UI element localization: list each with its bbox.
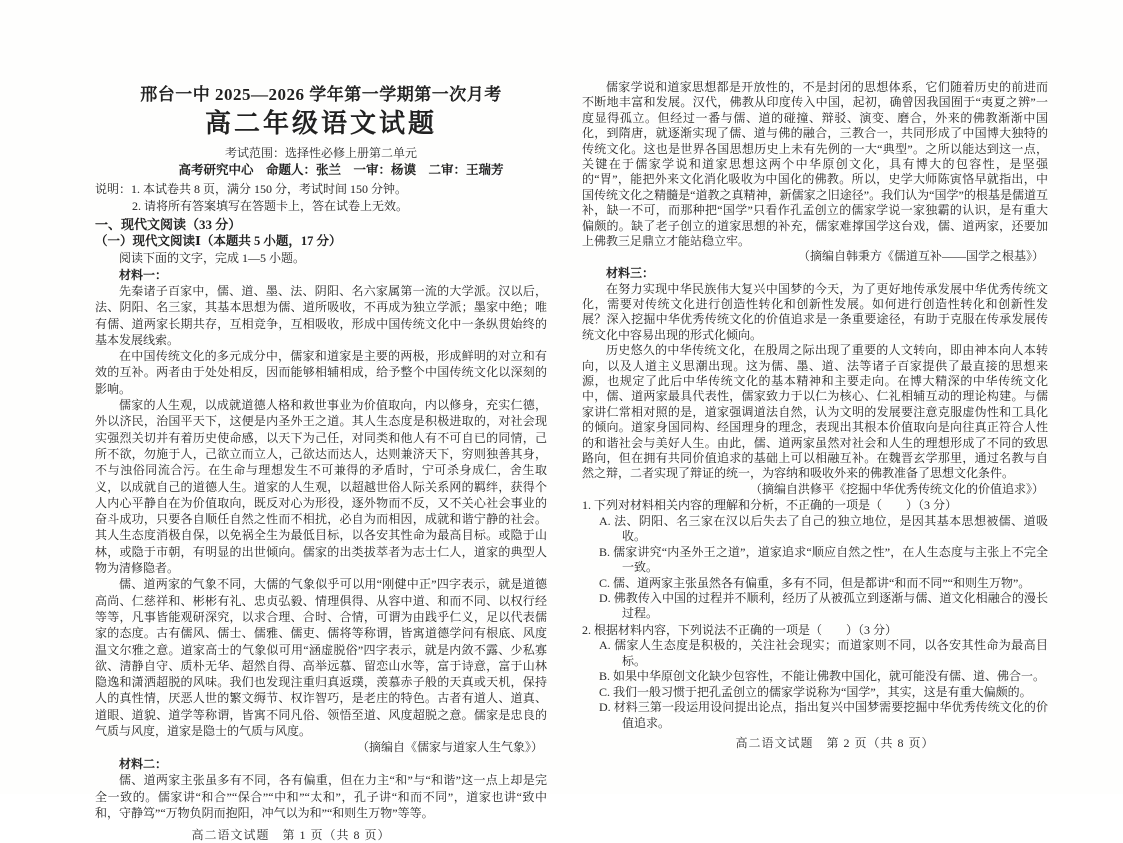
reading-intro: 阅读下面的文字，完成 1—5 小题。 — [119, 251, 306, 265]
note-1: 1. 本试卷共 8 页，满分 150 分，考试时间 150 分钟。 — [131, 182, 408, 196]
question-2-option-d: D. 材料三第一段运用设问提出论点，指出复兴中国梦需要挖掘中华优秀传统文化的价值追求。 — [599, 700, 1048, 730]
material1-source: （摘编自《儒家与道家人生气象》） — [356, 740, 543, 755]
notes-label: 说明： — [95, 182, 132, 196]
question-1-stem: 1. 下列对材料相关内容的理解和分析，不正确的一项是（ ）（3 分） — [582, 498, 958, 513]
material1-paragraph-3: 儒家的人生观，以成就道德人格和救世事业为价值取向，内以修身，充实仁德，外以济民，治国平天下，这便是内圣外王之道。其人生态度是积极进取的，对社会现实强烈关切并有着历史使命感，以天下为己任，对同类和他人有不可自已的同情，己所不欲，勿施于人，己欲立而立人，己欲达而达人，达则兼济天下，穷则独善其身，不与浊俗同流合污。在生命与理想发生不可兼得的矛盾时，宁可杀身成仁，舍生取义，以成就自己的道德人生。道家的人生观，以超越世俗人际关系网的羁绊，获得个人内心平静自在为价值取向，既反对心为形役，逐外物而不反，又不关心社会事业的奋斗成功，只要各自顺任自然之性而不相扰，必自为而相因，成就和谐宁静的社会。其人生态度消极自保，以免祸全生为最低目标，以各安其性命为最高目标。或隐于山林，或隐于市朝，有明显的出世倾向。儒家的出类拔萃者为志士仁人，道家的典型人物为清修隐者。 — [95, 398, 547, 576]
material2-paragraph: 儒、道两家主张虽多有不同，各有偏重，但在力主“和”与“和谐”这一点上却是完全一致的。儒家讲“和合”“保合”“中和”“太和”，孔子讲“和而不同”，道家也讲“致中和，守静笃”“万物负阴而抱阳，冲气以为和”“和则生万物”等等。 — [95, 773, 547, 820]
question-2 — [582, 623, 1048, 731]
question-1-option-d: D. 佛教传入中国的过程并不顺利，经历了从被孤立到逐渐与儒、道文化相融合的漫长过程。 — [599, 591, 1048, 621]
note-row-1 — [95, 181, 547, 198]
note-row-2 — [95, 198, 547, 215]
material3-source: （摘编自洪修平《挖掘中华优秀传统文化的价值追求》） — [749, 481, 1044, 496]
material1-paragraph-2: 在中国传统文化的多元成分中，儒家和道家是主要的两极，形成鲜明的对立和有效的互补。两者由于处处相反，因而能够相辅相成，给予整个中国传统文化以深刻的影响。 — [95, 349, 547, 396]
note-2: 2. 请将所有答案填写在答题卡上，答在试卷上无效。 — [132, 198, 409, 213]
material1-label: 材料一： — [119, 267, 168, 282]
question-1 — [582, 498, 1048, 621]
material3-paragraph-2: 历史悠久的中华传统文化，在殷周之际出现了重要的人文转向，即由神本向人本转向，以及人道主义思潮出现。这为儒、墨、道、法等诸子百家提供了最直接的思想来源，也规定了此后中华传统文化的基本精神和主要走向。在博大精深的中华传统文化中，儒、道两家最具代表性，儒家致力于以仁为核心、仁礼相辅互动的理论构建。与儒家讲仁常相对照的是，道家强调道法自然，认为文明的发展要注意克服虚伪性和工具化的倾向。道家身国同构、经国理身的理念，表现出其根本价值取向是向往真正符合人性的和谐社会与美好人生。由此，儒、道两家虽然对社会和人生的理想形成了不同的致思路向，但在拥有共同价值追求的基础上可以相融互补。在魏晋玄学那里，通过名教与自然之辩，二者实现了辩证的统一，为容纳和吸收外来的佛教准备了思想文化条件。 — [582, 343, 1048, 481]
question-1-option-b: B. 儒家讲究“内圣外王之道”，道家追求“顺应自然之性”，在人生态度与主张上不完全一致。 — [599, 544, 1048, 575]
exam-scope: 考试范围：选择性必修上册第二单元 — [224, 146, 417, 160]
exam-title-line1: 邢台一中 2025—2026 学年第一学期第一次月考 — [140, 85, 502, 104]
exam-page-1 — [95, 84, 547, 843]
material2-label: 材料二： — [119, 756, 168, 771]
exam-page-2 — [582, 80, 1048, 751]
exam-committee: 高考研究中心 命题人：张兰 一审：杨谟 二审：王瑞芳 — [178, 163, 504, 177]
material2-source: （摘编自韩秉方《儒道互补——国学之根基》） — [797, 249, 1044, 264]
question-1-option-c: C. 儒、道两家主张虽然各有偏重，多有不同，但是都讲“和而不同”“和则生万物”。 — [599, 575, 1031, 590]
section-heading-modern-reading: 一、现代文阅读（33 分） — [95, 217, 242, 232]
exam-title-line2: 高二年级语文试题 — [204, 109, 437, 138]
exam-notes — [95, 181, 547, 214]
question-2-option-b: B. 如果中华原创文化缺少包容性，不能让佛教中国化，就可能没有儒、道、佛合一。 — [599, 669, 1046, 684]
question-1-option-a: A. 法、阴阳、名三家在汉以后失去了自己的独立地位，是因其基本思想被儒、道吸收。 — [599, 514, 1048, 544]
material1-paragraph-1: 先秦诸子百家中，儒、道、墨、法、阴阳、名六家属第一流的大学派。汉以后，法、阴阳、名三家，其基本思想为儒、道所吸收，不再成为独立学派；墨家中绝；唯有儒、道两家长期共存，互相竞争，互相吸收，形成中国传统文化中一条纵贯始终的基本发展线索。 — [95, 284, 547, 347]
question-2-option-a: A. 儒家人生态度是积极的，关注社会现实；而道家则不同，以各安其性命为最高目标。 — [599, 638, 1048, 668]
page1-footer: 高二语文试题 第 1 页（共 8 页） — [191, 828, 391, 843]
subsection-heading-reading-1: （一）现代文阅读Ⅰ（本题共 5 小题，17 分） — [95, 234, 342, 248]
material1-paragraph-4: 儒、道两家的气象不同，大儒的气象似乎可以用“刚健中正”四字表示，就是道德高尚、仁慈祥和、彬彬有礼、忠贞弘毅、情理俱得、从容中道、和而不同、以权行经等等，凡事皆能观研深究，以求合理、合时、合情，可谓为由践乎仁义，足以代表儒家的态度。古有儒风、儒士、儒雅、儒吏、儒将等称谓，皆寓道德学问有根底、风度温文尔雅之意。道家高士的气象似可用“涵虚脱俗”四字表示，就是内敛不露、少私寡欲、清静自守、质朴无华、超然自得、高举远慕、留恋山水等，富于诗意，富于山林隐逸和潇洒超脱的风味。我们也发现注重归真返璞，羡慕赤子般的天真或天机，保持人的真性情，厌恶人世的繁文缛节、权诈智巧，是老庄的特色。古者有道人、道真、道眼、道貌、道学等称谓，皆寓不同凡俗、领悟至道、风度超脱之意。儒家是忠良的气质与风度，道家是隐士的气质与风度。 — [95, 577, 547, 739]
material3-paragraph-1: 在努力实现中华民族伟大复兴中国梦的今天，为了更好地传承发展中华优秀传统文化，需要对传统文化进行创造性转化和创新性发展。如何进行创造性转化和创新性发展？深入挖掘中华优秀传统文化的价值追求是一条重要途径，有助于克服在传承发展传统文化中容易出现的形式化倾向。 — [582, 281, 1048, 342]
material3-label: 材料三： — [606, 266, 655, 281]
material2-continued-paragraph: 儒家学说和道家思想都是开放性的，不是封闭的思想体系，它们随着历史的前进而不断地丰富和发展。汉代，佛教从印度传入中国，起初，确曾因我国囿于“夷夏之辨”一度显得孤立。但经过一番与儒、道的碰撞、辩驳、演变、磨合，外来的佛教渐渐中国化，到隋唐，就逐渐实现了儒、道与佛的融合，三教合一，共同形成了中国博大独特的传统文化。这也是世界各国思想历史上未有先例的一大“典型”。之所以能达到这一点，关键在于儒家学说和道家思想这两个中华原创文化，具有博大的包容性，是坚强的“胃”，能把外来文化消化吸收为中国化的佛教。所以，史学大师陈寅恪早就指出，中国传统文化之精髓是“道教之真精神，新儒家之旧途径”。我们认为“国学”的根基是儒道互补，缺一不可，而那种把“国学”只看作孔孟创立的儒家学说一家独霸的认识，是有重大偏颇的。缺了老子创立的道家思想的补充，儒家难撑国学这台戏，儒、道两家，还要加上佛教三足鼎立才能站稳立牢。 — [582, 80, 1048, 249]
question-2-stem: 2. 根据材料内容，下列说法不正确的一项是（ ）（3 分） — [582, 622, 898, 637]
question-2-option-c: C. 我们一般习惯于把孔孟创立的儒家学说称为“国学”，其实，这是有重大偏颇的。 — [599, 684, 1032, 699]
page2-footer: 高二语文试题 第 2 页（共 8 页） — [735, 735, 935, 750]
